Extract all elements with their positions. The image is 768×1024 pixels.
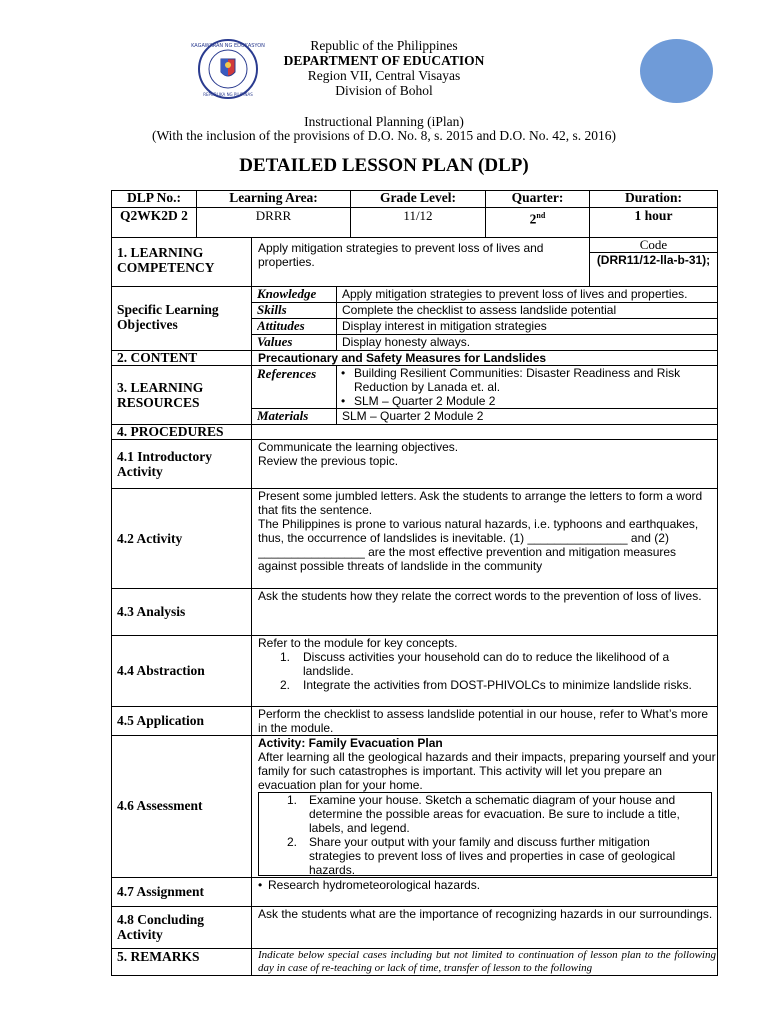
activity-label: 4.2 Activity (117, 531, 183, 546)
materials-text: SLM – Quarter 2 Module 2 (342, 409, 484, 423)
abstraction-text: Refer to the module for key concepts. 1. Discuss activities your household can do to reduce the likelihood of a landslide. 2. Integrate the activities from DOST-PHIVOLCs to minimize landslide risks. (258, 636, 716, 705)
plan-subtitle (0, 115, 768, 143)
assignment-item: • Research hydrometeorological hazards. (258, 878, 481, 892)
competency-code: (DRR11/12-lla-b-31); (596, 253, 711, 267)
content-text: Precautionary and Safety Measures for Landslides (258, 351, 547, 365)
objective-domain-attitudes: Attitudes (257, 319, 305, 333)
code-label: Code (639, 237, 668, 252)
learning-competency-label: 1. LEARNING COMPETENCY (117, 245, 215, 275)
activity-text: Present some jumbled letters. Ask the students to arrange the letters to form a word that fits the sentence. The Philippines is prone to various natural hazards, i.e. typhoons and earthquakes, thus, the occurrence of landslides is inevitable. (1) _______________ and (2) ________________ are the most effective prevention and mitigation measures against possible threats of landslide in the community (258, 489, 703, 573)
assessment-item: 2. Share your output with your family and discuss further mitigation strategies to prevent loss of lives and properties in case of geological hazards. (287, 835, 676, 876)
introductory-activity-label: 4.1 Introductory Activity (117, 449, 213, 479)
learning-resources-label: 3. LEARNING RESOURCES (117, 380, 204, 410)
iplan-line: Instructional Planning (iPlan) (304, 114, 464, 129)
remarks-text: Indicate below special cases including but not limited to continuation of lesson plan to the following day in case of re-teaching or lack of time, transfer of lesson to the following (258, 949, 716, 974)
abstraction-item: 1. Discuss activities your household can do to reduce the likelihood of a landslide. (280, 650, 670, 678)
republic-line: Republic of the Philippines (310, 38, 458, 53)
grade-level-value: 11/12 (403, 208, 433, 223)
objectives-label: Specific Learning Objectives (117, 302, 219, 332)
objective-text-values: Display honesty always. (342, 335, 471, 349)
objective-domain-skills: Skills (257, 303, 287, 317)
remarks-label: 5. REMARKS (117, 949, 200, 964)
application-text: Perform the checklist to assess landslide potential in our house, refer to What’s more in the module. (258, 707, 708, 735)
svg-text:REPUBLIKA NG PILIPINAS: REPUBLIKA NG PILIPINAS (203, 92, 253, 97)
assignment-text (258, 878, 716, 906)
procedures-label: 4. PROCEDURES (117, 424, 224, 439)
references-label: References (257, 367, 317, 381)
department-line: DEPARTMENT OF EDUCATION (283, 53, 485, 68)
references-list (340, 366, 716, 408)
concluding-activity-label: 4.8 Concluding Activity (117, 912, 205, 942)
assessment-label: 4.6 Assessment (117, 798, 203, 813)
content-label: 2. CONTENT (117, 350, 198, 365)
learning-area-value: DRRR (255, 208, 292, 223)
assessment-items (260, 793, 711, 876)
dlp-no-value: Q2WK2D 2 (120, 208, 188, 223)
concluding-activity-text: Ask the students what are the importance of recognizing hazards in our surroundings. (258, 907, 713, 921)
materials-label: Materials (257, 409, 309, 423)
duration-label: Duration: (625, 190, 682, 205)
objective-text-attitudes: Display interest in mitigation strategies (342, 319, 547, 333)
svg-text:KAGAWARAN NG EDUKASYON: KAGAWARAN NG EDUKASYON (191, 43, 265, 49)
assessment-text: Activity: Family Evacuation Plan After learning all the geological hazards and their impacts, preparing yourself and your family for such catastrophes is important. This activity will let you prepare an evacuation plan for your home. (258, 736, 716, 792)
dlp-no-label: DLP No.: (127, 190, 181, 205)
reference-item: • Building Resilient Communities: Disaster Readiness and Risk Reduction by Lanada et. al. (341, 366, 681, 394)
provisions-line: (With the inclusion of the provisions of D.O. No. 8, s. 2015 and D.O. No. 42, s. 2016) (151, 128, 617, 143)
application-label: 4.5 Application (117, 713, 205, 728)
abstraction-item: 2. Integrate the activities from DOST-PHIVOLCs to minimize landslide risks. (280, 678, 692, 692)
document-header (0, 38, 768, 98)
reference-item: • SLM – Quarter 2 Module 2 (341, 394, 496, 408)
objective-domain-knowledge: Knowledge (257, 287, 317, 301)
division-line: Division of Bohol (335, 83, 433, 98)
region-line: Region VII, Central Visayas (307, 68, 461, 83)
duration-value: 1 hour (634, 208, 673, 223)
assessment-item: 1. Examine your house. Sketch a schematic diagram of your house and determine the possible areas for evacuation. Be sure to include a title, labels, and legend. (287, 793, 680, 835)
objective-text-knowledge: Apply mitigation strategies to prevent loss of lives and properties. (342, 287, 688, 301)
assignment-label: 4.7 Assignment (117, 884, 205, 899)
introductory-activity-text: Communicate the learning objectives. Review the previous topic. (258, 440, 459, 468)
abstraction-label: 4.4 Abstraction (117, 663, 205, 678)
analysis-label: 4.3 Analysis (117, 604, 186, 619)
quarter-value: 2nd (529, 211, 546, 227)
document-title: DETAILED LESSON PLAN (DLP) (239, 155, 529, 176)
learning-area-label: Learning Area: (229, 190, 318, 205)
analysis-text: Ask the students how they relate the correct words to the prevention of loss of lives. (258, 589, 702, 603)
learning-competency-text: Apply mitigation strategies to prevent loss of lives and properties. (258, 241, 544, 269)
assessment-title: Activity: Family Evacuation Plan (258, 736, 443, 750)
grade-level-label: Grade Level: (379, 190, 457, 205)
objective-domain-values: Values (257, 335, 293, 349)
objective-text-skills: Complete the checklist to assess landslide potential (342, 303, 617, 317)
quarter-label: Quarter: (511, 190, 564, 205)
